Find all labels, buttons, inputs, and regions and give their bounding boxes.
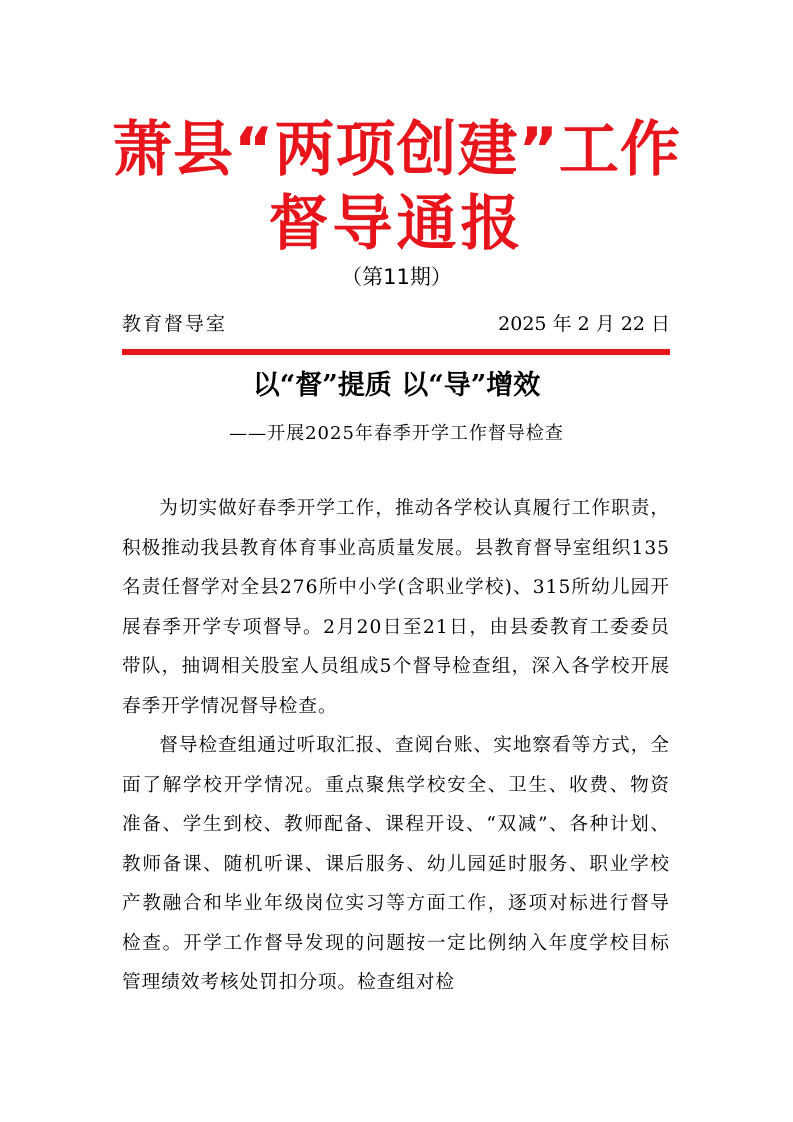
masthead-title-line1: 萧县“两项创建”工作 [112, 115, 681, 185]
article-body [122, 489, 670, 1003]
red-divider [122, 349, 670, 355]
issue-date: 2025 年 2 月 22 日 [498, 313, 670, 335]
article-paragraph: 督导检查组通过听取汇报、查阅台账、实地察看等方式，全面了解学校开学情况。重点聚焦学校安全、卫生、收费、物资准备、学生到校、教师配备、课程开设、“双减”、各种计划、教师备课、随机听课、课后服务、幼儿园延时服务、职业学校产教融合和毕业年级岗位实习等方面工作，逐项对标进行督导检查。开学工作督导发现的问题按一定比例纳入年度学校目标管理绩效考核处罚扣分项。检查组对检 [122, 735, 670, 993]
article-subtitle: ——开展2025年春季开学工作督导检查 [229, 423, 564, 444]
issuer-name: 教育督导室 [122, 313, 228, 335]
issuer-row [122, 310, 670, 338]
issue-number: （第11期） [341, 265, 452, 289]
article-title: 以“督”提质 以“导”增效 [252, 370, 541, 401]
masthead-title-line2: 督导通报 [268, 189, 525, 259]
article-paragraph: 为切实做好春季开学工作，推动各学校认真履行工作职责，积极推动我县教育体育事业高质量发展。县教育督导室组织135名责任督学对全县276所中小学(含职业学校)、315所幼儿园开展春季开学专项督导。2月20日至21日，由县委教育工委委员带队，抽调相关股室人员组成5个督导检查组，深入各学校开展春季开学情况督导检查。 [122, 498, 670, 717]
